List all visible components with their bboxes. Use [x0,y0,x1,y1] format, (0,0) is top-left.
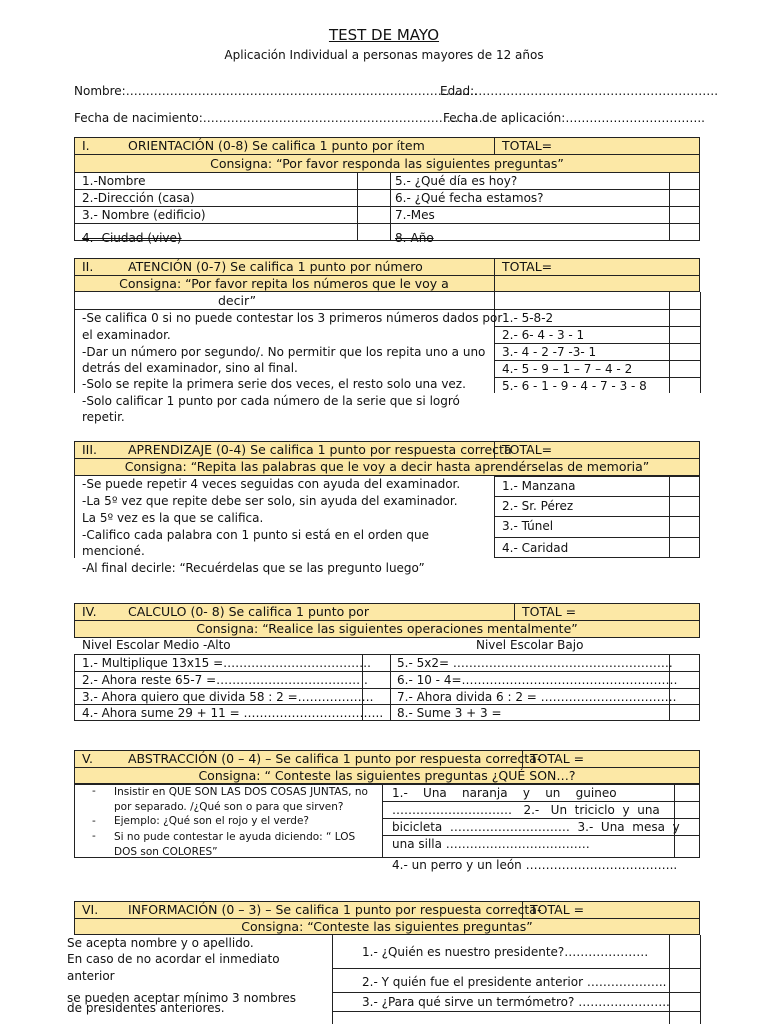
edad-field: Edad:……………………………………………………. [440,84,719,98]
note-line: -Al final decirle: “Recuérdelas que se las pregunto luego” [82,561,425,575]
note-line: -Se puede repetir 4 veces seguidas con ayuda del examinador. [82,477,461,491]
word-item: 2.- Sr. Pérez [502,499,574,513]
note-line: detrás del examinador, sino al final. [82,361,298,375]
consigna: Consigna: “Realice las siguientes operaciones mentalmente” [196,621,578,636]
list-item: 5.- ¿Qué día es hoy? [395,174,518,188]
series-item: 1.- 5-8-2 [502,311,554,325]
consigna: Consigna: “Por favor responda las siguientes preguntas” [210,156,564,171]
consigna: Consigna: “Por favor repita los números que le voy a [119,276,449,291]
question-line: ………………………… 2.- Un triciclo y una [392,803,660,817]
question-line: bicicleta ………………………… 3.- Una mesa y [392,820,680,834]
section-number: VI. [82,902,99,917]
operation-item: 4.- Ahora sume 29 + 11 = …………………………….. [82,706,384,720]
note-line: Se acepta nombre y o apellido. [67,936,254,950]
consigna-cont: decir” [218,293,257,308]
consigna: Consigna: “Repita las palabras que le voy a decir hasta aprendérselas de memoria” [124,459,650,474]
series-item: 5.- 6 - 1 - 9 - 4 - 7 - 3 - 8 [502,379,647,393]
section-title: CALCULO (0- 8) Se califica 1 punto por [128,604,369,619]
bullet-dash: - [92,785,96,797]
series-item: 3.- 4 - 2 -7 -3- 1 [502,345,597,359]
series-item: 4.- 5 - 9 – 1 – 7 – 4 - 2 [502,362,633,376]
note-line: de presidentes anteriores. [67,1001,225,1015]
nombre-field: Nombre:……………………………………………………………………………. [74,84,478,98]
note-line: La 5º vez es la que se califica. [82,511,264,525]
question-line: 4.- un perro y un león ……………………………….. [392,858,678,872]
section-number: II. [82,259,94,274]
consigna: Consigna: “Conteste las siguientes preguntas” [241,919,533,934]
section-number: I. [82,138,90,153]
section-title: ATENCIÓN (0-7) Se califica 1 punto por número [128,259,423,274]
section-title: APRENDIZAJE (0-4) Se califica 1 punto por respuesta correcta [128,442,512,457]
note-line: el examinador. [82,328,171,342]
page-subtitle: Aplicación Individual a personas mayores de 12 años [224,48,544,62]
operation-item: 7.- Ahora divida 6 : 2 = ……………………………. [397,690,677,704]
question-line: 1.- Una naranja y un guineo [392,786,617,800]
bullet-dash: - [92,815,96,827]
section-number: V. [82,751,93,766]
note-line: -La 5º vez que repite debe ser solo, sin ayuda del examinador. [82,494,458,508]
operation-item: 1.- Multiplique 13x15 =………………………………. [82,656,371,670]
word-item: 4.- Caridad [502,541,569,555]
question-item: 2.- Y quién fue el presidente anterior ……………….. [362,975,667,989]
series-item: 2.- 6- 4 - 3 - 1 [502,328,585,342]
fecha-aplicacion-field: Fecha de aplicación:…………………………….. [443,111,705,125]
bullet-dash: - [92,830,96,842]
note-line: -Solo se repite la primera serie dos veces, el resto solo una vez. [82,377,466,391]
column-header: Nivel Escolar Medio -Alto [82,638,231,652]
consigna: Consigna: “ Conteste las siguientes preguntas ¿QUÉ SON…? [198,768,576,783]
operation-item: 5.- 5x2= ………………………………………………. [397,656,673,670]
column-header: Nivel Escolar Bajo [476,638,584,652]
question-item: 1.- ¿Quién es nuestro presidente?………………… [362,945,649,959]
list-item: 1.-Nombre [82,174,146,188]
note-line: -Dar un número por segundo/. No permitir que los repita uno a uno [82,345,486,359]
page-title: TEST DE MAYO [328,26,440,44]
list-item: 7.-Mes [395,208,435,222]
total-label: TOTAL= [502,442,553,457]
question-item: 3.- ¿Para qué sirve un termómetro? ………………….. [362,995,670,1009]
fecha-nacimiento-field: Fecha de nacimiento:……………………………………………………………. [74,111,483,125]
note-line: -Solo calificar 1 punto por cada número de la serie que si logró [82,394,460,408]
operation-item: 2.- Ahora reste 65-7 =……………………………… . [82,673,368,687]
word-item: 3.- Túnel [502,519,554,533]
note-line: se pueden aceptar mínimo 3 nombres [67,991,297,1005]
note-line: -Califico cada palabra con 1 punto si está en el orden que [82,528,429,542]
note-line: -Se califica 0 si no puede contestar los 3 primeros números dados por [82,311,503,325]
section-title: ORIENTACIÓN (0-8) Se califica 1 punto por ítem [128,138,425,153]
section-title: ABSTRACCIÓN (0 – 4) – Se califica 1 punto por respuesta correcta- [128,751,542,766]
note-line: mencioné. [82,544,145,558]
list-item: 3.- Nombre (edificio) [82,208,206,222]
total-label: TOTAL = [530,751,585,766]
operation-item: 6.- 10 - 4=……………………………………………… [397,673,678,687]
section-number: IV. [82,604,97,619]
operation-item: 8.- Sume 3 + 3 = [397,706,502,720]
list-item: 4.- Ciudad (vive) [82,231,182,245]
list-item: 6.- ¿Qué fecha estamos? [395,191,544,205]
total-label: TOTAL= [502,259,553,274]
bullet-text: Si no pude contestar le ayuda diciendo: “ LOS DOS son COLORES” [114,831,356,858]
note-line: En caso de no acordar el inmediato [67,952,280,966]
note-line: anterior [67,969,115,983]
total-label: TOTAL= [502,138,553,153]
bullet-text: Insistir en QUE SON LAS DOS COSAS JUNTAS, no por separado. /¿Qué son o para que sirven? [114,786,368,813]
question-line: una silla ……………………………… [392,837,590,851]
section-title: INFORMACIÓN (0 – 3) – Se califica 1 punto por respuesta correcta- [128,902,542,917]
note-line: repetir. [82,410,125,424]
list-item: 8.-Año [395,231,434,245]
total-label: TOTAL = [530,902,585,917]
section-number: III. [82,442,98,457]
word-item: 1.- Manzana [502,479,576,493]
bullet-text: Ejemplo: ¿Qué son el rojo y el verde? [114,815,309,827]
operation-item: 3.- Ahora quiero que divida 58 : 2 =………………. [82,690,374,704]
list-item: 2.-Dirección (casa) [82,191,195,205]
total-label: TOTAL = [522,604,577,619]
